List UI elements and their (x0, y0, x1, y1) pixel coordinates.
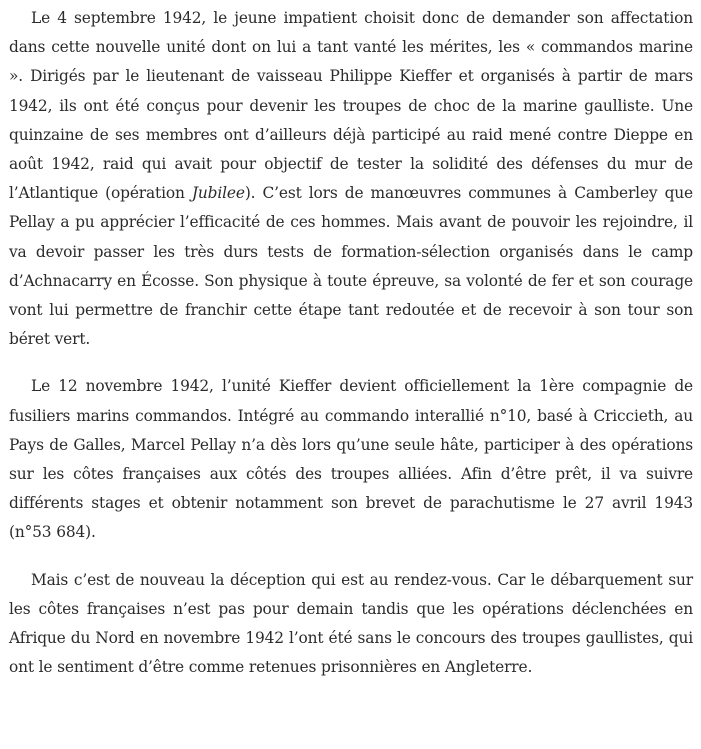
paragraph-deception: Mais c’est de nouveau la déception qui est au rendez-vous. Car le débarquement sur les côtes françaises n’est pas pour demain tandis que les opérations déclenchées en Afrique du Nord en novembre 1942 l’ont été sans le concours des troupes gaullistes, qui ont le sentiment d’être comme retenues prisonnières en Angleterre. (9, 570, 693, 677)
paragraph-1-text-end: ). C’est lors de manœuvres communes à Camberley que Pellay a pu apprécier l’efficacité de ces hommes. Mais avant de pouvoir les rejoindre, il va devoir passer les très durs tests de formation-sélection organisés dans le camp d’Achnacarry en Écosse. Son physique à toute épreuve, sa volonté de fer et son courage vont lui permettre de franchir cette étape tant redoutée et de recevoir à son tour son béret vert. (9, 184, 693, 349)
paragraph-commandos-marine (9, 4, 693, 354)
paragraph-unite-kieffer: Le 12 novembre 1942, l’unité Kieffer devient officiellement la 1ère compagnie de fusiliers marins commandos. Intégré au commando interallié n°10, basé à Criccieth, au Pays de Galles, Marcel Pellay n’a dès lors qu’une seule hâte, participer à des opérations sur les côtes françaises aux côtés des troupes alliées. Afin d’être prêt, il va suivre différents stages et obtenir notamment son brevet de parachutisme le 27 avril 1943 (n°53 684). (9, 377, 693, 542)
operation-name: Jubilee (191, 184, 245, 203)
paragraph-1-text-start: Le 4 septembre 1942, le jeune impatient choisit donc de demander son affectation dans cette nouvelle unité dont on lui a tant vanté les mérites, les « commandos marine ». Dirigés par le lieutenant de vaisseau Philippe Kieffer et organisés à partir de mars 1942, ils ont été conçus pour devenir les troupes de choc de la marine gaulliste. Une quinzaine de ses membres ont d’ailleurs déjà participé au raid mené contre Dieppe en août 1942, raid qui avait pour objectif de tester la solidité des défenses du mur de l’Atlantique (opération (9, 9, 693, 203)
